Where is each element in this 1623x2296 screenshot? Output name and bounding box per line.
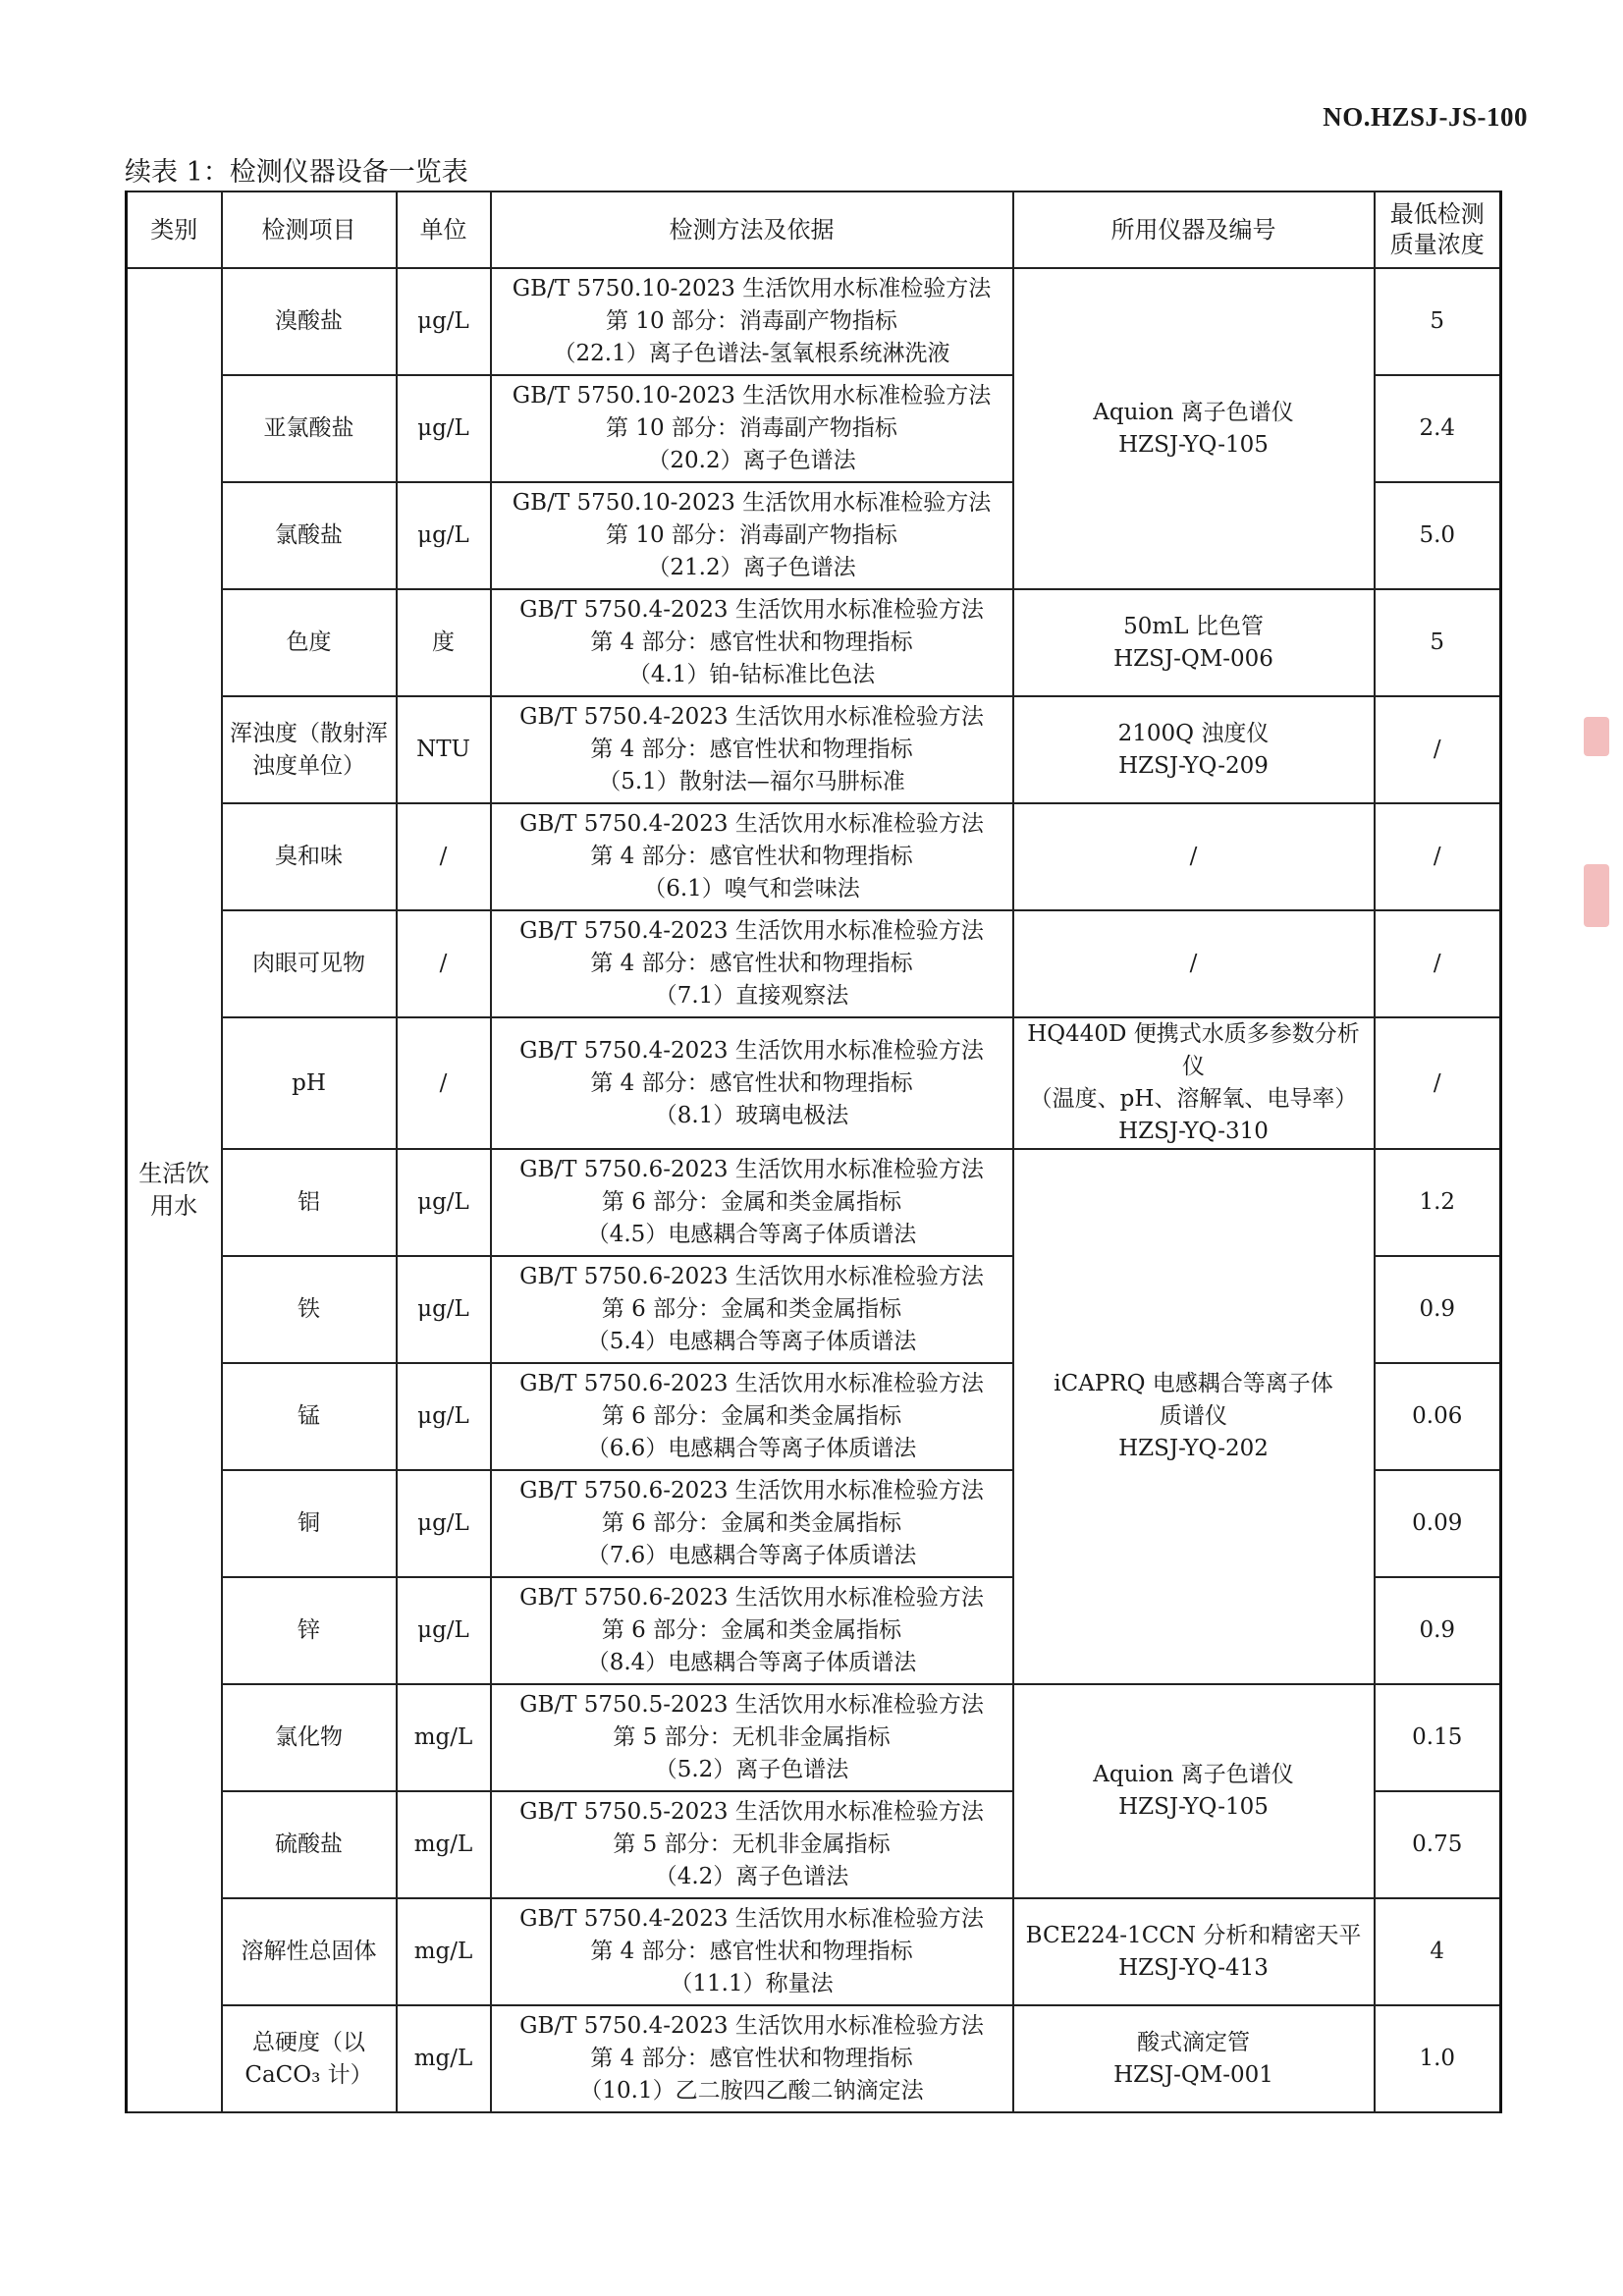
method-line: （10.1）乙二胺四乙酸二钠滴定法 (579, 2078, 924, 2104)
unit-cell: μg/L (397, 1149, 491, 1256)
method-cell (491, 589, 1013, 696)
item-cell: 臭和味 (222, 803, 397, 910)
method-line: GB/T 5750.4-2023 生活饮用水标准检验方法 (519, 2013, 984, 2039)
method-line: GB/T 5750.4-2023 生活饮用水标准检验方法 (519, 811, 984, 837)
method-line: （6.1）嗅气和尝味法 (643, 876, 860, 902)
item-cell: 锰 (222, 1363, 397, 1470)
method-cell (491, 1577, 1013, 1684)
method-line: 第 10 部分：消毒副产物指标 (606, 415, 897, 441)
unit-cell: μg/L (397, 1577, 491, 1684)
method-line: GB/T 5750.4-2023 生活饮用水标准检验方法 (519, 918, 984, 944)
item-cell: 溴酸盐 (222, 268, 397, 375)
method-cell (491, 1470, 1013, 1577)
method-line: GB/T 5750.5-2023 生活饮用水标准检验方法 (519, 1692, 984, 1718)
instrument-line: / (1189, 844, 1198, 869)
document-number: NO.HZSJ-JS-100 (1323, 102, 1528, 132)
unit-cell: / (397, 1017, 491, 1149)
instrument-cell (1013, 1149, 1375, 1684)
table-caption: 续表 1：检测仪器设备一览表 (125, 157, 468, 188)
instrument-cell (1013, 1898, 1375, 2005)
method-line: （6.6）电感耦合等离子体质谱法 (586, 1436, 917, 1461)
instrument-line: 酸式滴定管 (1137, 2029, 1250, 2055)
method-line: 第 6 部分：金属和类金属指标 (601, 1617, 902, 1643)
header-unit: 单位 (397, 191, 491, 268)
category-cell: 生活饮用水 (127, 268, 222, 2112)
instrument-cell (1013, 2005, 1375, 2112)
unit-cell: μg/L (397, 1470, 491, 1577)
method-line: GB/T 5750.10-2023 生活饮用水标准检验方法 (512, 383, 992, 409)
min-concentration-cell: 0.15 (1375, 1684, 1501, 1791)
method-line: GB/T 5750.4-2023 生活饮用水标准检验方法 (519, 597, 984, 623)
stamp-fragment (1584, 717, 1609, 756)
method-line: （4.5）电感耦合等离子体质谱法 (586, 1222, 917, 1247)
header-method: 检测方法及依据 (491, 191, 1013, 268)
method-cell (491, 910, 1013, 1017)
table-row (127, 2005, 1501, 2112)
method-cell (491, 803, 1013, 910)
method-line: （21.2）离子色谱法 (647, 555, 856, 580)
method-cell (491, 268, 1013, 375)
method-line: 第 6 部分：金属和类金属指标 (601, 1510, 902, 1536)
method-line: 第 6 部分：金属和类金属指标 (601, 1189, 902, 1215)
table-row (127, 1684, 1501, 1791)
method-line: 第 4 部分：感官性状和物理指标 (590, 1069, 913, 1096)
instrument-table (125, 191, 1502, 2113)
table-row (127, 1898, 1501, 2005)
method-line: GB/T 5750.5-2023 生活饮用水标准检验方法 (519, 1799, 984, 1825)
min-concentration-cell: 4 (1375, 1898, 1501, 2005)
unit-cell: 度 (397, 589, 491, 696)
table-row (127, 268, 1501, 375)
method-cell (491, 1017, 1013, 1149)
method-line: GB/T 5750.6-2023 生活饮用水标准检验方法 (519, 1157, 984, 1182)
method-line: 第 10 部分：消毒副产物指标 (606, 522, 897, 548)
instrument-line: HZSJ-YQ-105 (1118, 1794, 1269, 1820)
method-line: GB/T 5750.6-2023 生活饮用水标准检验方法 (519, 1264, 984, 1289)
min-concentration-cell: 1.2 (1375, 1149, 1501, 1256)
method-line: （11.1）称量法 (670, 1971, 834, 1996)
method-line: 第 4 部分：感官性状和物理指标 (590, 629, 913, 655)
method-line: （8.1）玻璃电极法 (654, 1102, 849, 1128)
method-cell (491, 1363, 1013, 1470)
method-line: （22.1）离子色谱法-氢氧根系统淋洗液 (553, 341, 950, 366)
instrument-line: 质谱仪 (1160, 1403, 1227, 1429)
item-cell: pH (222, 1017, 397, 1149)
method-cell (491, 1684, 1013, 1791)
method-line: 第 4 部分：感官性状和物理指标 (590, 2046, 913, 2071)
instrument-cell (1013, 268, 1375, 589)
method-cell (491, 1898, 1013, 2005)
unit-cell: μg/L (397, 482, 491, 589)
method-line: （8.4）电感耦合等离子体质谱法 (586, 1650, 917, 1675)
method-line: （4.1）铂-钴标准比色法 (627, 662, 876, 687)
item-cell: 肉眼可见物 (222, 910, 397, 1017)
unit-cell: μg/L (397, 268, 491, 375)
min-concentration-cell: / (1375, 1017, 1501, 1149)
method-line: （5.2）离子色谱法 (654, 1757, 849, 1782)
unit-cell: mg/L (397, 1898, 491, 2005)
method-line: GB/T 5750.6-2023 生活饮用水标准检验方法 (519, 1371, 984, 1396)
method-line: （5.1）散射法—福尔马肼标准 (598, 769, 905, 794)
instrument-cell (1013, 589, 1375, 696)
method-cell (491, 375, 1013, 482)
header-instrument: 所用仪器及编号 (1013, 191, 1375, 268)
method-line: GB/T 5750.4-2023 生活饮用水标准检验方法 (519, 1037, 984, 1064)
method-line: 第 4 部分：感官性状和物理指标 (590, 844, 913, 869)
method-line: GB/T 5750.6-2023 生活饮用水标准检验方法 (519, 1478, 984, 1503)
instrument-line: iCAPRQ 电感耦合等离子体 (1054, 1371, 1333, 1396)
method-line: （4.2）离子色谱法 (654, 1864, 849, 1889)
method-cell (491, 1149, 1013, 1256)
instrument-line: HZSJ-YQ-105 (1118, 431, 1269, 458)
item-cell: 氯酸盐 (222, 482, 397, 589)
min-concentration-cell: 0.06 (1375, 1363, 1501, 1470)
instrument-line: HZSJ-YQ-310 (1118, 1119, 1269, 1144)
table-row (127, 803, 1501, 910)
instrument-line: Aquion 离子色谱仪 (1093, 1762, 1294, 1787)
method-line: GB/T 5750.4-2023 生活饮用水标准检验方法 (519, 704, 984, 730)
item-cell: 锌 (222, 1577, 397, 1684)
table-row (127, 1017, 1501, 1149)
method-line: 第 4 部分：感官性状和物理指标 (590, 1939, 913, 1964)
instrument-line: HQ440D 便携式水质多参数分析仪 (1027, 1021, 1360, 1079)
instrument-cell (1013, 910, 1375, 1017)
header-min-concentration: 最低检测质量浓度 (1375, 191, 1501, 268)
table-header-row (127, 191, 1501, 268)
unit-cell: mg/L (397, 2005, 491, 2112)
instrument-cell (1013, 803, 1375, 910)
item-cell: 溶解性总固体 (222, 1898, 397, 2005)
instrument-line: HZSJ-YQ-209 (1118, 752, 1269, 779)
unit-cell: / (397, 910, 491, 1017)
item-cell: 铝 (222, 1149, 397, 1256)
instrument-line: / (1189, 951, 1198, 976)
unit-cell: mg/L (397, 1684, 491, 1791)
method-line: （5.4）电感耦合等离子体质谱法 (586, 1329, 917, 1354)
min-concentration-cell: 5 (1375, 589, 1501, 696)
unit-cell: / (397, 803, 491, 910)
item-cell: 氯化物 (222, 1684, 397, 1791)
instrument-line: 50mL 比色管 (1123, 613, 1264, 639)
item-cell: 浑浊度（散射浑浊度单位） (222, 696, 397, 803)
method-line: 第 10 部分：消毒副产物指标 (606, 308, 897, 334)
instrument-line: BCE224-1CCN 分析和精密天平 (1025, 1922, 1362, 1948)
method-line: GB/T 5750.4-2023 生活饮用水标准检验方法 (519, 1906, 984, 1932)
method-line: 第 6 部分：金属和类金属指标 (601, 1296, 902, 1322)
instrument-line: HZSJ-YQ-413 (1118, 1954, 1269, 1981)
method-line: 第 4 部分：感官性状和物理指标 (590, 737, 913, 762)
instrument-cell (1013, 1017, 1375, 1149)
instrument-line: HZSJ-QM-006 (1113, 645, 1273, 672)
min-concentration-cell: 2.4 (1375, 375, 1501, 482)
table-row (127, 910, 1501, 1017)
min-concentration-cell: 0.75 (1375, 1791, 1501, 1898)
min-concentration-cell: 0.09 (1375, 1470, 1501, 1577)
item-cell: 铁 (222, 1256, 397, 1363)
min-concentration-cell: / (1375, 696, 1501, 803)
method-line: 第 5 部分：无机非金属指标 (613, 1724, 891, 1750)
method-line: GB/T 5750.10-2023 生活饮用水标准检验方法 (512, 490, 992, 516)
instrument-line: HZSJ-YQ-202 (1118, 1436, 1269, 1461)
unit-cell: μg/L (397, 1256, 491, 1363)
header-category: 类别 (127, 191, 222, 268)
instrument-line: （温度、pH、溶解氧、电导率） (1029, 1086, 1358, 1112)
item-cell: 色度 (222, 589, 397, 696)
instrument-line: 2100Q 浊度仪 (1117, 720, 1270, 746)
min-concentration-cell: 5.0 (1375, 482, 1501, 589)
method-line: GB/T 5750.10-2023 生活饮用水标准检验方法 (512, 276, 992, 301)
unit-cell: NTU (397, 696, 491, 803)
method-line: GB/T 5750.6-2023 生活饮用水标准检验方法 (519, 1585, 984, 1611)
min-concentration-cell: / (1375, 803, 1501, 910)
method-line: 第 5 部分：无机非金属指标 (613, 1831, 891, 1857)
instrument-line: Aquion 离子色谱仪 (1093, 399, 1294, 425)
min-concentration-cell: 5 (1375, 268, 1501, 375)
method-cell (491, 1791, 1013, 1898)
method-cell (491, 482, 1013, 589)
unit-cell: μg/L (397, 1363, 491, 1470)
item-cell: 总硬度（以 CaCO₃ 计） (222, 2005, 397, 2112)
item-cell: 硫酸盐 (222, 1791, 397, 1898)
method-cell (491, 696, 1013, 803)
method-cell (491, 2005, 1013, 2112)
instrument-line: HZSJ-QM-001 (1113, 2061, 1273, 2088)
header-item: 检测项目 (222, 191, 397, 268)
method-cell (491, 1256, 1013, 1363)
instrument-cell (1013, 696, 1375, 803)
stamp-fragment (1584, 864, 1609, 927)
unit-cell: μg/L (397, 375, 491, 482)
method-line: 第 4 部分：感官性状和物理指标 (590, 951, 913, 976)
item-cell: 亚氯酸盐 (222, 375, 397, 482)
table-row (127, 1149, 1501, 1256)
min-concentration-cell: 0.9 (1375, 1577, 1501, 1684)
min-concentration-cell: 1.0 (1375, 2005, 1501, 2112)
unit-cell: mg/L (397, 1791, 491, 1898)
table-row (127, 696, 1501, 803)
instrument-cell (1013, 1684, 1375, 1898)
method-line: （7.6）电感耦合等离子体质谱法 (586, 1543, 917, 1568)
method-line: （7.1）直接观察法 (654, 983, 849, 1009)
method-line: 第 6 部分：金属和类金属指标 (601, 1403, 902, 1429)
min-concentration-cell: / (1375, 910, 1501, 1017)
table-row (127, 589, 1501, 696)
method-line: （20.2）离子色谱法 (647, 448, 856, 473)
min-concentration-cell: 0.9 (1375, 1256, 1501, 1363)
item-cell: 铜 (222, 1470, 397, 1577)
